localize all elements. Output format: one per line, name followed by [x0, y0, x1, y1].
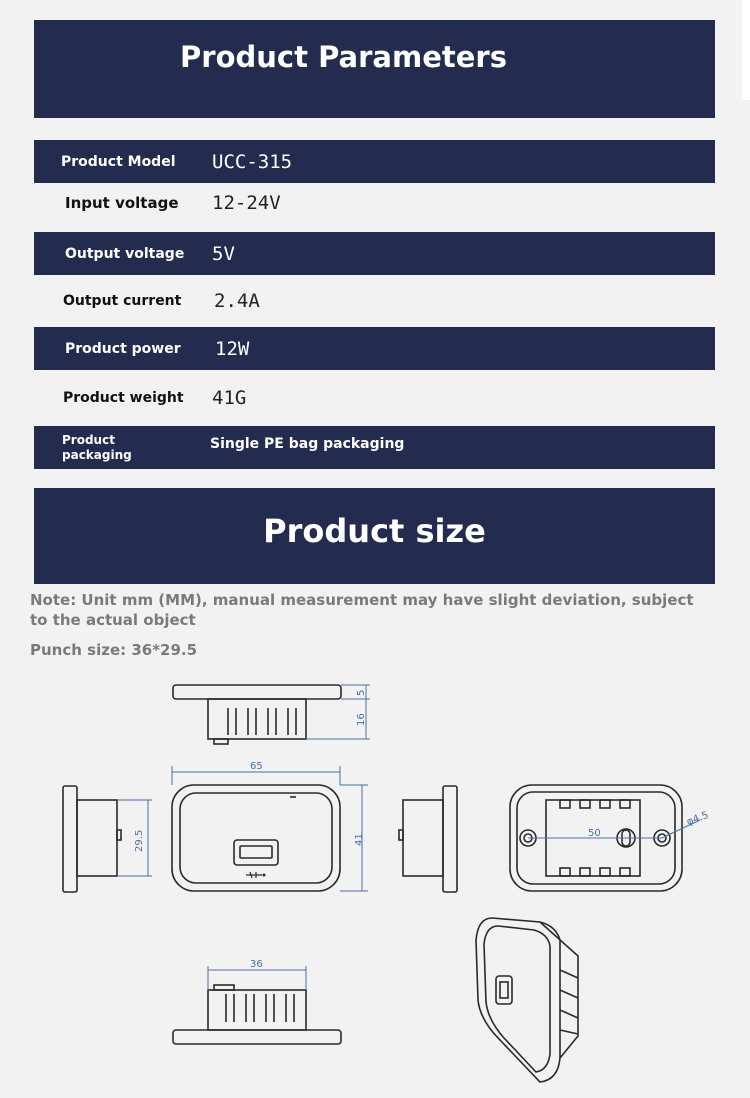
dim-hole-diameter: φ4.5: [685, 809, 711, 828]
param-value: UCC-315: [212, 150, 293, 173]
size-banner: [34, 488, 715, 584]
right-side-drawing: [399, 786, 457, 892]
param-label-line1: Product: [62, 432, 115, 447]
technical-drawings: [0, 660, 750, 1098]
param-row-model: [34, 140, 715, 183]
dim-punch-width: 36: [250, 959, 263, 970]
size-title: Product size: [263, 512, 486, 550]
top-profile-drawing: [173, 685, 341, 744]
punch-size: Punch size: 36*29.5: [30, 641, 198, 659]
param-value: 12W: [215, 337, 250, 360]
dim-height: 41: [354, 833, 365, 846]
dim-width: 65: [250, 761, 263, 772]
bottom-profile-drawing: [173, 985, 341, 1044]
dim-top-depth: 16: [356, 713, 367, 726]
param-value: 41G: [212, 386, 247, 409]
param-row-input-voltage: [34, 181, 715, 224]
param-label: Output current: [63, 292, 182, 309]
param-label-line2: packaging: [62, 447, 132, 462]
dim-hole-spacing: 50: [588, 828, 601, 839]
param-label: Output voltage: [65, 245, 185, 262]
perspective-drawing: [476, 918, 578, 1082]
param-label: Product weight: [63, 389, 184, 406]
param-row-weight: [34, 376, 715, 419]
measurement-note: Note: Unit mm (MM), manual measurement may have slight deviation, subject to the actual object: [30, 591, 694, 629]
param-row-packaging: [34, 426, 715, 469]
param-label: [62, 426, 132, 469]
right-edge-strip: [742, 0, 750, 100]
param-label: Product power: [65, 340, 181, 357]
param-row-output-current: [34, 279, 715, 322]
dim-top-height: 5: [356, 689, 367, 696]
parameters-title: Product Parameters: [180, 40, 507, 74]
param-value: 5V: [212, 242, 235, 265]
left-side-drawing: [63, 786, 121, 892]
param-value: Single PE bag packaging: [210, 435, 405, 452]
param-value: 2.4A: [214, 289, 260, 312]
usb-symbol-icon: [246, 872, 266, 878]
param-row-power: [34, 327, 715, 370]
param-row-output-voltage: [34, 232, 715, 275]
dim-side-height: 29.5: [134, 829, 145, 852]
dimension-lines: [117, 685, 700, 990]
parameters-banner: [34, 20, 715, 118]
param-label: Input voltage: [65, 193, 179, 212]
param-label: Product Model: [61, 153, 176, 170]
param-value: 12-24V: [212, 191, 281, 214]
